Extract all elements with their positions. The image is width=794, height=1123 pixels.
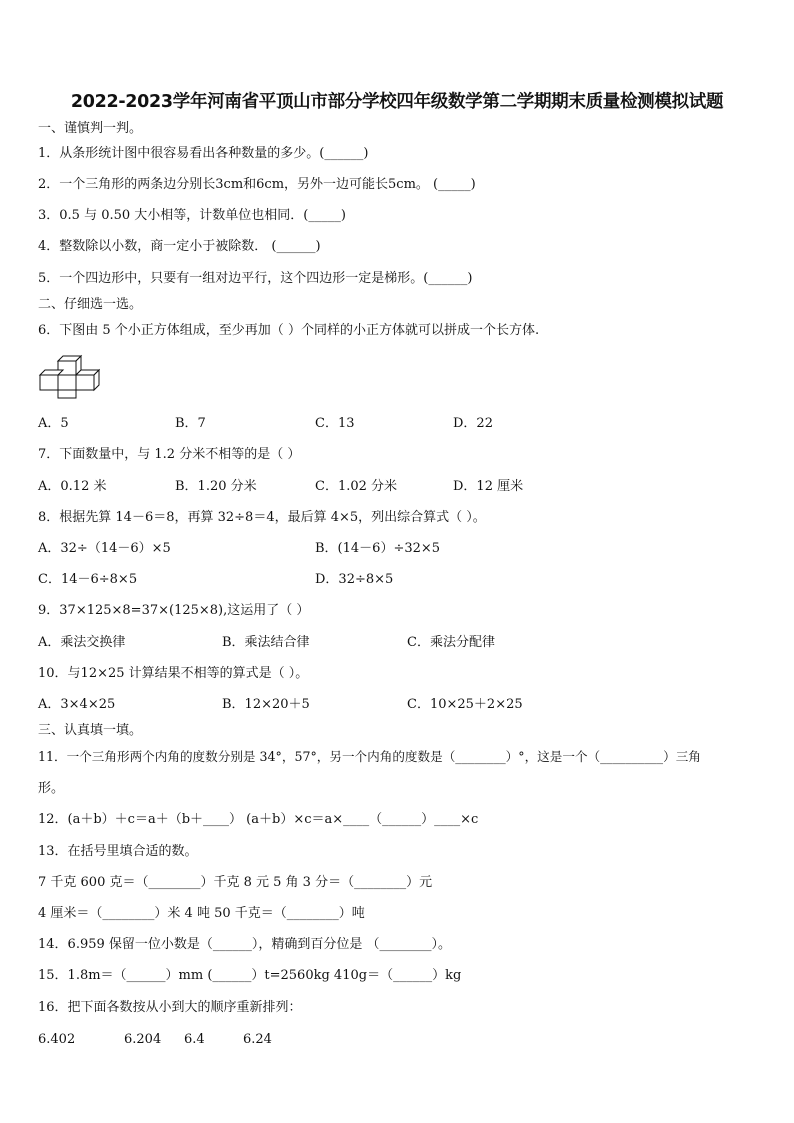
question-4: 4．整数除以小数，商一定小于被除数． (______) bbox=[38, 239, 321, 254]
question-1: 1．从条形统计图中很容易看出各种数量的多少。(______) bbox=[38, 146, 369, 161]
question-2: 2．一个三角形的两条边分别长3cm和6cm，另外一边可能长5cm。 (_____) bbox=[38, 177, 476, 192]
page-title: 2022-2023学年河南省平顶山市部分学校四年级数学第二学期期末质量检测模拟试题 bbox=[70, 92, 724, 112]
question-9: 9．37×125×8=37×(125×8),这运用了（ ） bbox=[38, 603, 310, 618]
cube-stack-drawing bbox=[40, 356, 99, 398]
question-11: 11．一个三角形两个内角的度数分别是 34°，57°，另一个内角的度数是（________）°，这是一个（__________）三角 bbox=[38, 749, 701, 764]
q7-option-b: B．1.20 分米 bbox=[175, 479, 257, 494]
q7-option-c: C．1.02 分米 bbox=[315, 479, 398, 494]
q8-option-b: B．(14－6）÷32×5 bbox=[315, 541, 441, 556]
question-14: 14．6.959 保留一位小数是（______），精确到百分位是 （________）。 bbox=[38, 937, 452, 952]
q6-option-b: B．7 bbox=[175, 416, 206, 431]
cube-figure bbox=[36, 353, 100, 401]
question-15: 15．1.8m＝（______）mm (______）t=2560kg 410g＝（______）kg bbox=[38, 968, 462, 983]
q8-option-c: C．14－6÷8×5 bbox=[38, 572, 138, 587]
question-16: 16．把下面各数按从小到大的顺序重新排列： bbox=[38, 1000, 302, 1015]
question-12: 12．(a＋b）＋c＝a＋（b＋____） (a＋b）×c＝a×____（______）____×c bbox=[38, 812, 479, 827]
question-11-continued: 形。 bbox=[38, 781, 65, 796]
q7-option-d: D．12 厘米 bbox=[453, 479, 524, 494]
question-6: 6．下图由 5 个小正方体组成，至少再加（ ）个同样的小正方体就可以拼成一个长方体. bbox=[38, 323, 540, 338]
question-10: 10．与12×25 计算结果不相等的算式是（ ）。 bbox=[38, 666, 309, 681]
q10-option-a: A．3×4×25 bbox=[38, 697, 116, 712]
question-5: 5．一个四边形中，只要有一组对边平行，这个四边形一定是梯形。(______) bbox=[38, 271, 473, 286]
section-heading-2: 二、仔细选一选。 bbox=[38, 297, 143, 312]
question-7: 7．下面数量中，与 1.2 分米不相等的是（ ） bbox=[38, 447, 301, 462]
q6-option-a: A．5 bbox=[38, 416, 69, 431]
q16-number-3: 6.4 bbox=[184, 1032, 205, 1047]
q7-option-a: A．0.12 米 bbox=[38, 479, 107, 494]
q9-option-a: A．乘法交换律 bbox=[38, 635, 126, 650]
question-13: 13．在括号里填合适的数。 bbox=[38, 844, 198, 859]
question-8: 8．根据先算 14－6＝8，再算 32÷8＝4，最后算 4×5，列出综合算式（ ）。 bbox=[38, 510, 486, 525]
q9-option-b: B．乘法结合律 bbox=[222, 635, 310, 650]
question-3: 3．0.5 与 0.50 大小相等，计数单位也相同．(_____) bbox=[38, 208, 346, 223]
question-13-line-2: 4 厘米＝（________）米 4 吨 50 千克＝（________）吨 bbox=[38, 906, 365, 921]
q10-option-b: B．12×20＋5 bbox=[222, 697, 310, 712]
section-heading-1: 一、谨慎判一判。 bbox=[38, 121, 143, 136]
q8-option-d: D．32÷8×5 bbox=[315, 572, 394, 587]
q6-option-c: C．13 bbox=[315, 416, 355, 431]
q16-number-2: 6.204 bbox=[124, 1032, 162, 1047]
question-13-line-1: 7 千克 600 克＝（________）千克 8 元 5 角 3 分＝（________）元 bbox=[38, 875, 433, 890]
section-heading-3: 三、认真填一填。 bbox=[38, 723, 143, 738]
q8-option-a: A．32÷（14－6）×5 bbox=[38, 541, 171, 556]
q9-option-c: C．乘法分配律 bbox=[407, 635, 495, 650]
q16-number-4: 6.24 bbox=[243, 1032, 272, 1047]
q10-option-c: C．10×25＋2×25 bbox=[407, 697, 523, 712]
q6-option-d: D．22 bbox=[453, 416, 493, 431]
q16-number-1: 6.402 bbox=[38, 1032, 76, 1047]
